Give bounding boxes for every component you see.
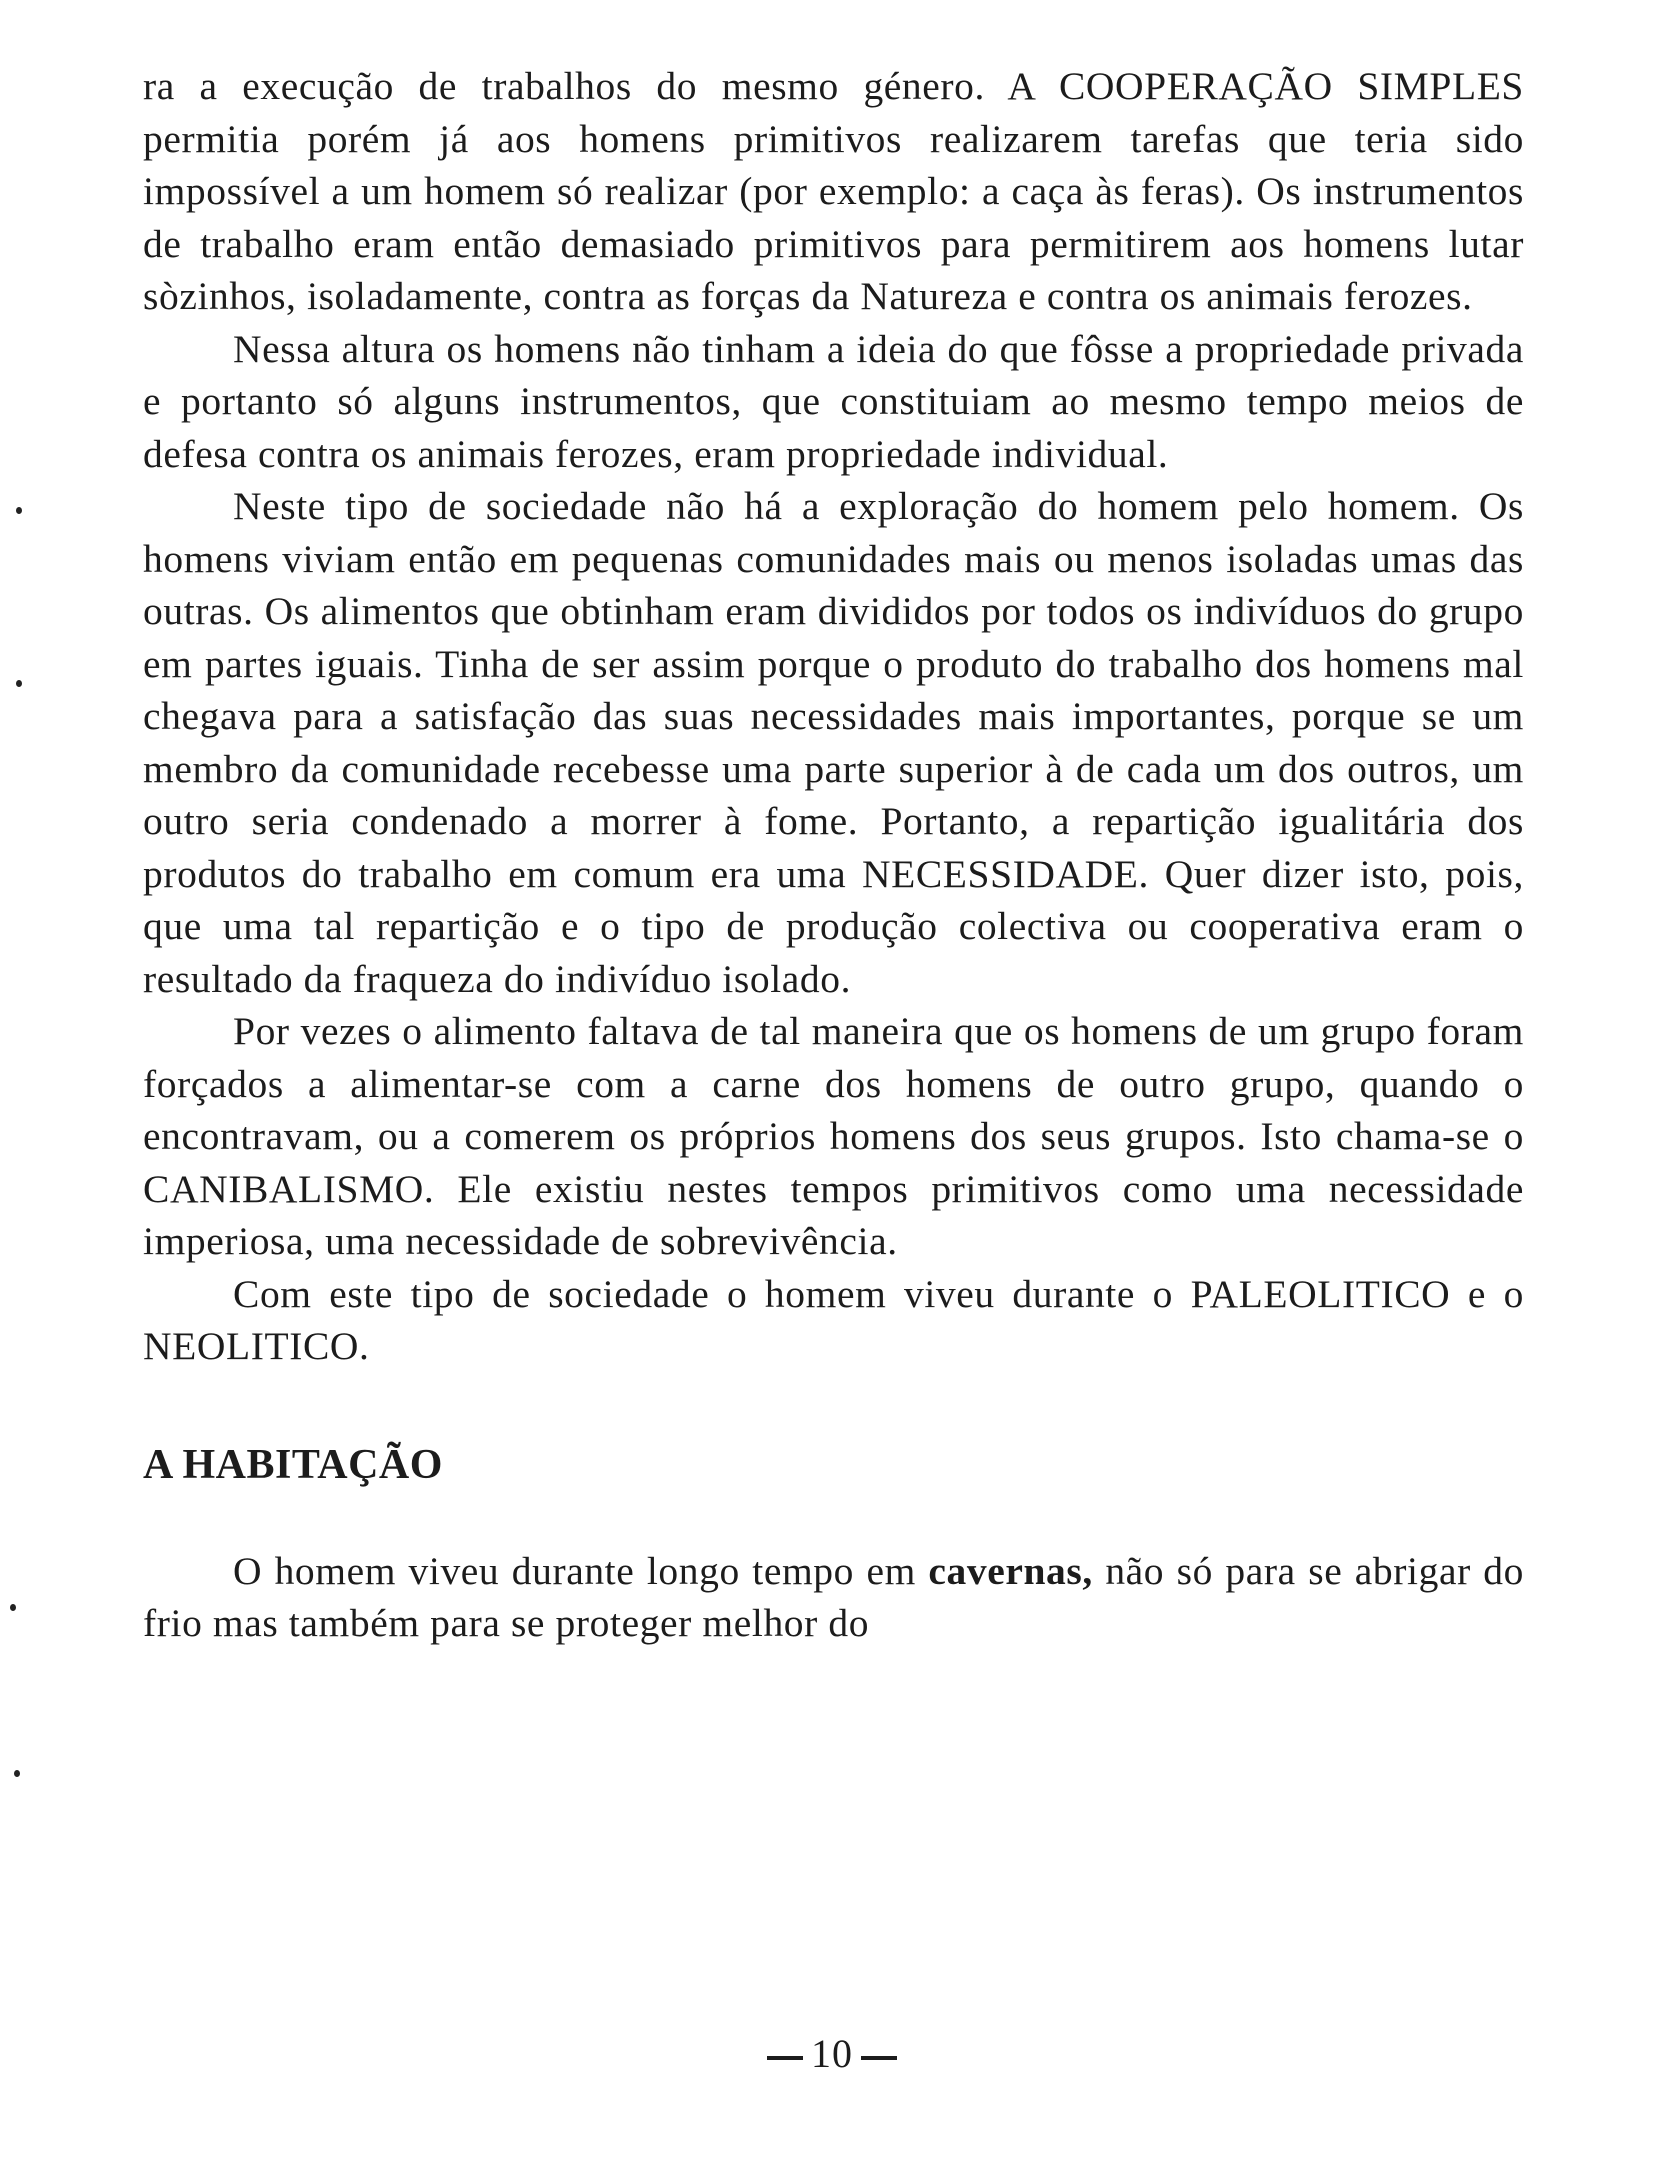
- paragraph-canibalismo: Por vezes o alimento faltava de tal maneira que os homens de um grupo foram forçados a alimentar-se com a carne dos homens de outro grupo, quando o encontravam, ou a comerem os próprios homens dos seus grupos. Isto chama-se o CANIBALISMO. Ele existiu nestes tempos primitivos como uma necessidade imperiosa, uma necessidade de sobrevivência.: [143, 1009, 1524, 1263]
- bold-term-cavernas: cavernas,: [928, 1548, 1093, 1593]
- habitacao-text-end: não só para se abrigar do frio mas também para se proteger melhor do: [143, 1548, 1524, 1645]
- paragraph-exploracao: Neste tipo de sociedade não há a exploração do homem pelo homem. Os homens viviam então em pequenas comunidades mais ou menos isoladas umas das outras. Os alimentos que obtinham eram divididos por todos os indivíduos do grupo em partes iguais. Tinha de ser assim porque o produto do trabalho dos homens mal chegava para a satisfação das suas necessidades mais importantes, porque se um membro da comunidade recebesse uma parte superior à de cada um dos outros, um outro seria condenado a morrer à fome. Portanto, a repartição igualitária dos produtos do trabalho em comum era uma NECESSIDADE. Quer dizer isto, pois, que uma tal repartição e o tipo de produção colectiva ou cooperativa eram o resultado da fraqueza do indivíduo isolado.: [143, 484, 1524, 1001]
- margin-speck: [16, 680, 22, 687]
- paragraph-propriedade-privada: Nessa altura os homens não tinham a ideia do que fôsse a propriedade privada e portanto só alguns instrumentos, que constituiam ao mesmo tempo meios de defesa contra os animais ferozes, eram propriedade individual.: [143, 326, 1524, 476]
- habitacao-text-start: O homem viveu durante longo tempo em: [233, 1548, 929, 1593]
- page-number-value: 10: [811, 2031, 853, 2076]
- paragraph-cooperacao-simples: ra a execução de trabalhos do mesmo género. A COOPERAÇÃO SIMPLES permitia porém já aos homens primitivos realizarem tarefas que teria sido impossível a um homem só realizar (por exemplo: a caça às feras). Os instrumentos de trabalho eram então demasiado primitivos para permitirem aos homens lutar sòzinhos, isoladamente, contra as forças da Natureza e contra os animais ferozes.: [143, 64, 1524, 318]
- page-number-left-dash: [767, 2056, 803, 2060]
- margin-speck: [14, 1770, 20, 1777]
- paragraph-habitacao: [143, 1545, 1524, 1650]
- page-number-right-dash: [861, 2056, 897, 2060]
- margin-speck: [10, 1604, 16, 1611]
- margin-speck: [16, 507, 22, 514]
- paragraph-paleolitico: Com este tipo de sociedade o homem viveu durante o PALEOLITICO e o NEOLITICO.: [143, 1271, 1524, 1368]
- section-heading-habitacao: A HABITAÇÃO: [143, 1441, 443, 1488]
- page-number: [0, 2030, 1664, 2077]
